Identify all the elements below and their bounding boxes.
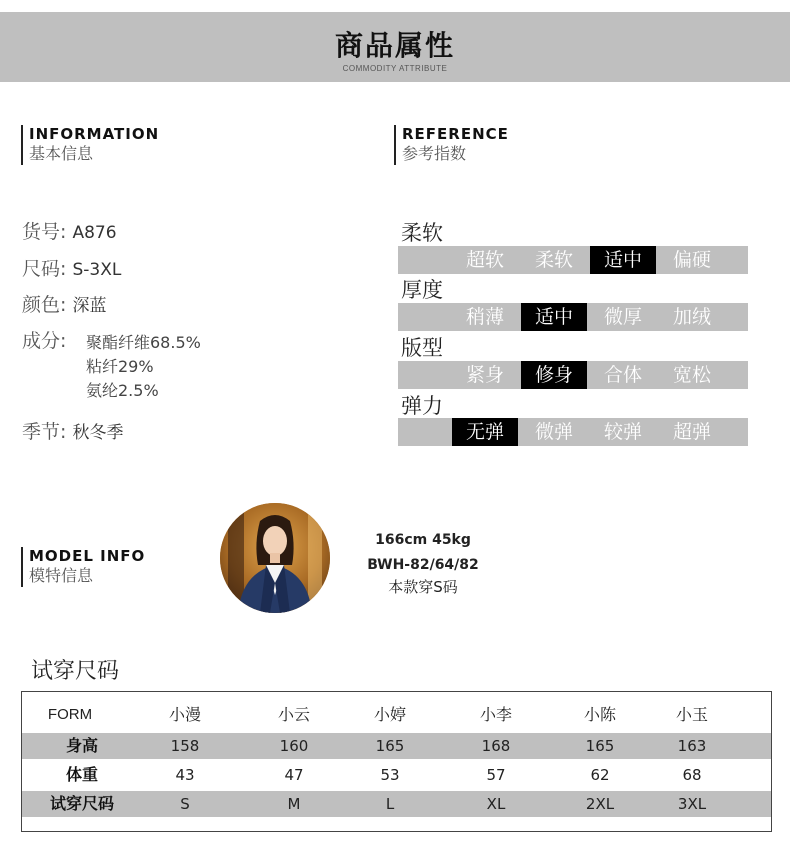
model-line-1: 166cm 45kg: [375, 532, 471, 548]
reference-section-header: [394, 125, 509, 165]
attr-item-no: [22, 217, 117, 244]
ref-bar-thickness: [398, 303, 748, 331]
ref-option: 柔软: [534, 249, 573, 271]
attr-material: [22, 326, 66, 353]
ref-bar-elasticity: [398, 418, 748, 446]
attr-season-value: 秋冬季: [72, 423, 124, 443]
table-cell: 47: [284, 766, 304, 784]
table-cell: 43: [175, 766, 195, 784]
ref-option: 紧身: [465, 364, 504, 386]
model-title-en: MODEL INFO: [29, 547, 146, 565]
ref-option: 微厚: [603, 306, 642, 328]
size-table: [21, 691, 772, 832]
table-row: [22, 733, 771, 759]
ref-bar-fit: [398, 361, 748, 389]
attr-item-no-value: A876: [72, 223, 117, 243]
table-header-cell: 小陈: [583, 705, 616, 724]
attr-size-label: 尺码:: [22, 258, 67, 280]
table-row-label: 体重: [65, 765, 98, 784]
ref-option: 较弹: [603, 421, 642, 443]
attr-color-value: 深蓝: [72, 296, 107, 316]
model-line-2: BWH-82/64/82: [367, 557, 479, 573]
model-size-worn: [358, 576, 488, 597]
table-cell: 165: [375, 737, 405, 755]
ref-option: 适中: [521, 303, 587, 331]
ref-label-elasticity: 弹力: [401, 394, 443, 418]
ref-label-softness: 柔软: [401, 221, 443, 245]
model-photo-icon: [220, 503, 330, 613]
model-line-3: 本款穿S码: [388, 578, 458, 596]
ref-option: 微弹: [534, 421, 573, 443]
ref-option: 超弹: [672, 421, 711, 443]
model-section-header: [21, 547, 145, 587]
ref-label-fit: 版型: [401, 336, 443, 360]
table-cell: 168: [481, 737, 511, 755]
attr-size: [22, 254, 121, 281]
attr-item-no-label: 货号:: [22, 221, 67, 243]
ref-option: 宽松: [672, 364, 711, 386]
table-cell: XL: [486, 795, 506, 813]
table-cell: 165: [585, 737, 615, 755]
ref-bar-softness: [398, 246, 748, 274]
attr-material-line-2: 粘纤29%: [86, 357, 154, 376]
ref-option: 偏硬: [672, 249, 711, 271]
ref-option: 加绒: [672, 306, 711, 328]
attr-season-label: 季节:: [22, 421, 67, 443]
table-cell: S: [180, 795, 190, 813]
table-cell: M: [287, 795, 301, 813]
reference-title-en: REFERENCE: [402, 125, 509, 143]
ref-label-thickness: 厚度: [401, 278, 443, 302]
table-header-cell: 小漫: [168, 705, 201, 724]
model-bwh: [358, 554, 488, 573]
table-header-cell: 小婷: [373, 705, 406, 724]
reference-title-cn: 参考指数: [402, 144, 467, 163]
table-cell: 158: [170, 737, 200, 755]
model-avatar: [220, 503, 330, 613]
table-cell: L: [385, 795, 395, 813]
attr-color: [22, 290, 106, 317]
ref-option: 合体: [603, 364, 642, 386]
information-title-cn: 基本信息: [29, 144, 94, 163]
model-title-cn: 模特信息: [29, 566, 94, 585]
table-cell: 3XL: [677, 795, 707, 813]
attr-color-label: 颜色:: [22, 294, 67, 316]
table-header-cell: 小李: [479, 705, 512, 724]
table-row-label: 试穿尺码: [49, 794, 114, 813]
ref-option: 超软: [465, 249, 504, 271]
table-header-cell: 小玉: [675, 705, 708, 724]
size-table-title: 试穿尺码: [31, 659, 120, 684]
table-cell: 53: [380, 766, 400, 784]
table-cell: 68: [682, 766, 702, 784]
ref-option: 修身: [521, 361, 587, 389]
information-section-header: [21, 125, 159, 165]
ref-option: 适中: [590, 246, 656, 274]
model-height-weight: [358, 529, 488, 548]
attr-material-label: 成分:: [22, 330, 67, 352]
attr-material-line-3: 氨纶2.5%: [86, 381, 159, 400]
page-subtitle: COMMODITY ATTRIBUTE: [342, 64, 448, 73]
table-cell: 57: [486, 766, 506, 784]
attr-season: [22, 417, 123, 444]
table-cell: 163: [677, 737, 707, 755]
ref-option: 无弹: [452, 418, 518, 446]
table-cell: 62: [590, 766, 610, 784]
information-title-en: INFORMATION: [29, 125, 160, 143]
table-header-row: [22, 702, 771, 728]
table-row: [22, 791, 771, 817]
table-cell: 2XL: [585, 795, 615, 813]
table-header-cell: FORM: [47, 706, 93, 723]
header-banner: [0, 12, 790, 82]
page-title: 商品属性: [334, 29, 455, 62]
ref-option: 稍薄: [465, 306, 504, 328]
attr-material-line-1: 聚酯纤维68.5%: [86, 333, 201, 352]
table-header-cell: 小云: [277, 705, 310, 724]
attr-size-value: S-3XL: [72, 260, 122, 280]
table-row: [22, 762, 771, 788]
table-cell: 160: [279, 737, 309, 755]
table-row-label: 身高: [65, 736, 98, 755]
